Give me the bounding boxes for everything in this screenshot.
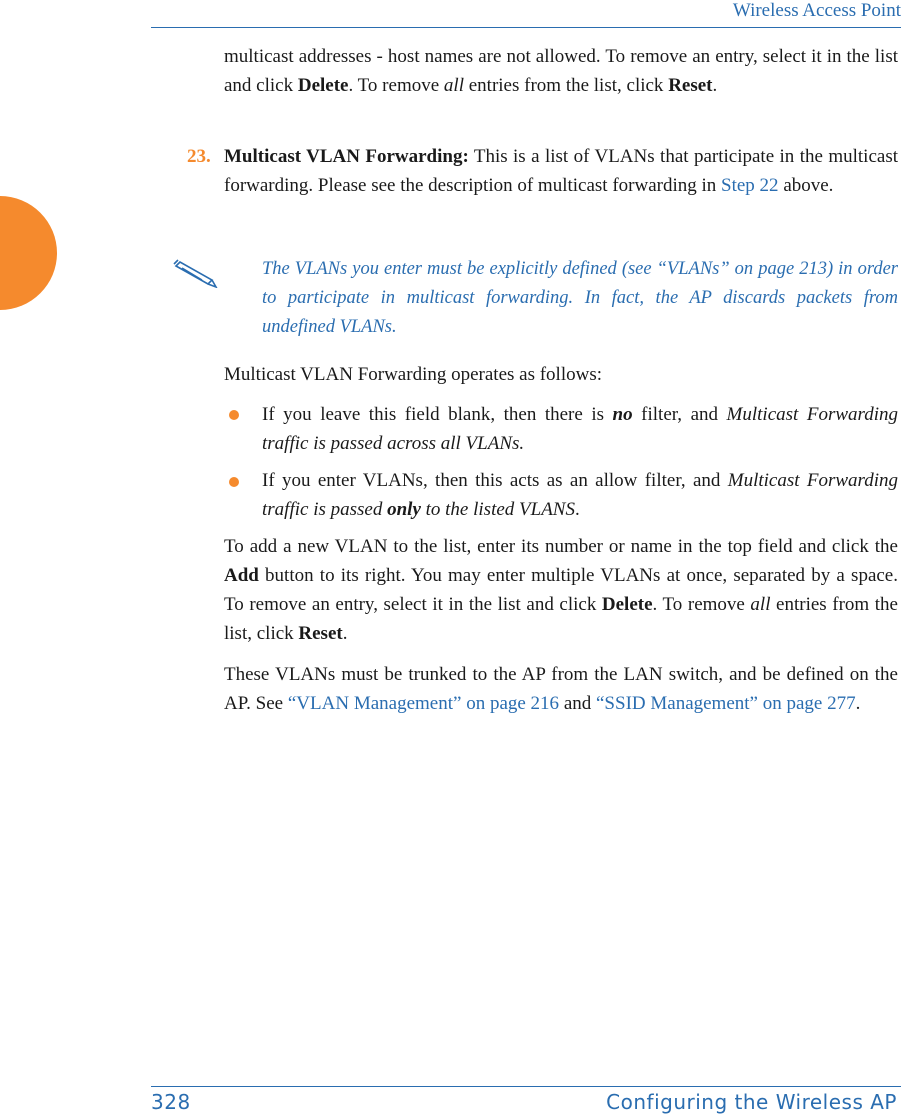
text: . — [855, 693, 861, 714]
all-emphasis: all — [750, 594, 771, 615]
paragraph-operates — [224, 360, 898, 389]
pencil-icon — [172, 258, 218, 288]
chapter-tab-marker — [0, 196, 57, 310]
text: If you leave this field blank, then there is — [262, 404, 613, 425]
delete-label: Delete — [601, 594, 653, 615]
text: . — [342, 623, 348, 644]
bullet-marker — [229, 477, 239, 487]
text: . — [574, 499, 580, 520]
text: If you enter VLANs, then this acts as an allow filter, and — [262, 470, 728, 491]
no-emphasis: no — [612, 404, 633, 425]
paragraph-add-vlan — [224, 532, 898, 648]
header-rule — [151, 27, 901, 28]
text: above. — [778, 175, 834, 196]
bullet-item — [262, 466, 898, 524]
text: Multicast Forwarding traffic is passed across all VLANs. — [262, 404, 898, 454]
delete-label: Delete — [297, 75, 349, 96]
text: This is a list of VLANs that participate in the multicast forwarding. Please see the description of multicast forwarding in — [224, 146, 898, 196]
footer-title: Configuring the Wireless AP — [606, 1090, 897, 1114]
text: and — [559, 693, 596, 714]
bullet-item — [262, 400, 898, 458]
text: to the listed VLANS — [420, 499, 575, 520]
header-title: Wireless Access Point — [732, 0, 901, 21]
text: . To remove — [652, 594, 751, 615]
step-title: Multicast VLAN Forwarding: — [224, 146, 469, 167]
text: Multicast Forwarding traffic is passed — [262, 470, 898, 520]
step-number: 23. — [187, 146, 211, 167]
text: filter, and — [632, 404, 727, 425]
text: multicast addresses - host names are not allowed. To remove an entry, select it in the list and click — [224, 46, 898, 96]
paragraph-trunked — [224, 660, 898, 718]
reset-label: Reset — [298, 623, 343, 644]
paragraph-continuation — [224, 42, 898, 100]
text: These VLANs must be trunked to the AP from the LAN switch, and be defined on the AP. See — [224, 664, 898, 714]
step-23-paragraph — [224, 142, 898, 200]
text: Multicast VLAN Forwarding operates as follows: — [224, 364, 603, 385]
footer-rule — [151, 1086, 901, 1087]
all-emphasis: all — [443, 75, 464, 96]
text: To add a new VLAN to the list, enter its number or name in the top field and click the — [224, 536, 898, 557]
text: . To remove — [348, 75, 444, 96]
text: entries from the list, click — [224, 594, 898, 644]
page-number: 328 — [151, 1090, 191, 1114]
step-22-link[interactable]: Step 22 — [721, 175, 779, 196]
text: button to its right. You may enter multiple VLANs at once, separated by a space. To remove an entry, select it in the list and click — [224, 565, 898, 615]
text: ) in order to participate in multicast forwarding. In fact, the AP discards packets from undefined VLANs. — [262, 259, 899, 337]
only-emphasis: only — [387, 499, 421, 520]
reset-label: Reset — [668, 75, 713, 96]
add-label: Add — [224, 565, 259, 586]
text: The VLANs you enter must be explicitly defined (see — [262, 259, 657, 279]
text: . — [712, 75, 718, 96]
vlans-link[interactable]: “VLANs” on page 213 — [656, 259, 827, 279]
text: entries from the list, click — [463, 75, 669, 96]
ssid-management-link[interactable]: “SSID Management” on page 277 — [596, 693, 856, 714]
vlan-management-link[interactable]: “VLAN Management” on page 216 — [287, 693, 560, 714]
note-text — [262, 255, 898, 342]
bullet-marker — [229, 410, 239, 420]
